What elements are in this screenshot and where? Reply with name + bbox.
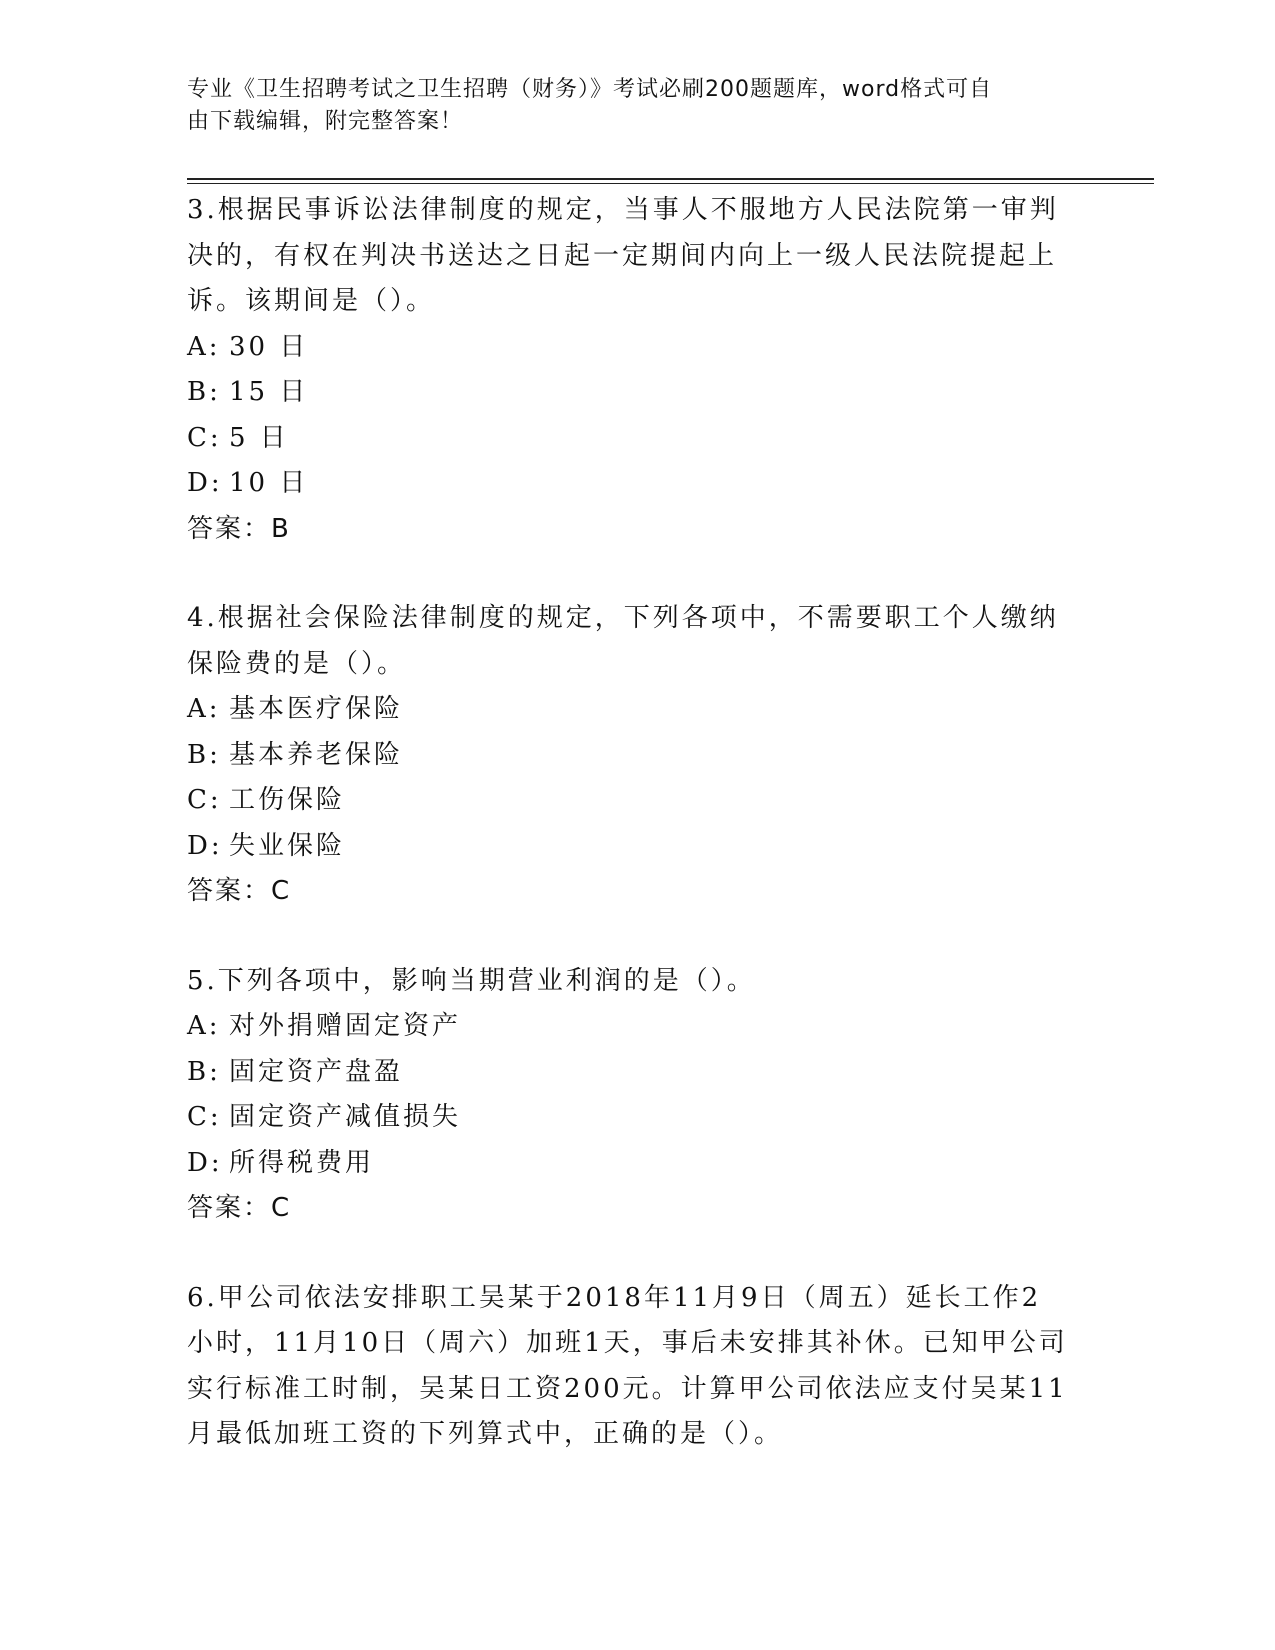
- option-text: 固定资产盘盈: [229, 1056, 404, 1087]
- option-text: 基本养老保险: [229, 739, 404, 770]
- option-text: 15 日: [229, 377, 309, 407]
- question-stem-line: 4.根据社会保险法律制度的规定，下列各项中，不需要职工个人缴纳: [187, 603, 1059, 633]
- option-letter: D:: [187, 830, 223, 861]
- question-list: [187, 188, 1087, 1502]
- option-text: 基本医疗保险: [229, 694, 404, 724]
- option-a: [187, 325, 1087, 371]
- option-c: [187, 1095, 1087, 1141]
- option-text: 工伤保险: [229, 785, 346, 815]
- option-b: [187, 733, 1087, 779]
- header-line-2: 由下载编辑，附完整答案！: [187, 109, 464, 134]
- option-letter: C:: [187, 785, 222, 815]
- option-d: [187, 1141, 1087, 1187]
- option-letter: B:: [187, 1056, 221, 1087]
- option-d: [187, 461, 1087, 507]
- option-text: 对外捐赠固定资产: [229, 1011, 462, 1041]
- option-text: 所得税费用: [229, 1147, 375, 1178]
- question-stem-line: 小时，11月10日（周六）加班1天，事后未安排其补休。已知甲公司: [187, 1328, 1068, 1358]
- option-letter: A:: [187, 1011, 221, 1041]
- option-a: [187, 1004, 1087, 1050]
- option-b: [187, 1050, 1087, 1096]
- question-stem-line: 诉。该期间是（）。: [187, 286, 436, 316]
- header-divider-thin: [187, 183, 1154, 184]
- header-line-1: 专业《卫生招聘考试之卫生招聘（财务）》考试必刷200题题库，word格式可自: [187, 77, 993, 102]
- option-d: [187, 824, 1087, 870]
- option-letter: B:: [187, 739, 221, 770]
- option-letter: C:: [187, 422, 222, 453]
- option-text: 10 日: [229, 468, 309, 498]
- question-stem-line: 保险费的是（）。: [187, 648, 407, 679]
- question-4: [187, 596, 1087, 915]
- option-letter: A:: [187, 694, 221, 724]
- question-stem-line: 3.根据民事诉讼法律制度的规定，当事人不服地方人民法院第一审判: [187, 195, 1059, 225]
- question-3: [187, 188, 1087, 552]
- option-a: [187, 687, 1087, 733]
- question-5: [187, 959, 1087, 1232]
- answer-line: 答案：B: [187, 513, 291, 544]
- option-letter: C:: [187, 1102, 222, 1132]
- option-letter: A:: [187, 331, 221, 362]
- option-letter: D:: [187, 1147, 223, 1178]
- option-text: 失业保险: [229, 830, 346, 861]
- header-divider-thick: [187, 178, 1154, 180]
- option-c: [187, 416, 1087, 462]
- question-stem-line: 6.甲公司依法安排职工吴某于2018年11月9日（周五）延长工作2: [187, 1282, 1042, 1313]
- option-text: 5 日: [229, 422, 289, 453]
- question-stem-line: 月最低加班工资的下列算式中，正确的是（）。: [187, 1419, 784, 1449]
- option-b: [187, 370, 1087, 416]
- option-text: 固定资产减值损失: [229, 1102, 462, 1132]
- question-stem-line: 实行标准工时制，吴某日工资200元。计算甲公司依法应支付吴某11: [187, 1373, 1068, 1404]
- question-6: [187, 1276, 1087, 1458]
- option-letter: B:: [187, 377, 221, 407]
- answer-line: 答案：C: [187, 1193, 292, 1223]
- question-stem-line: 决的，有权在判决书送达之日起一定期间内向上一级人民法院提起上: [187, 240, 1058, 271]
- question-stem-line: 5.下列各项中，影响当期营业利润的是（）。: [187, 965, 756, 996]
- option-c: [187, 778, 1087, 824]
- option-letter: D:: [187, 468, 223, 498]
- answer-line: 答案：C: [187, 876, 292, 906]
- option-text: 30 日: [229, 331, 309, 362]
- document-header: [187, 74, 1087, 138]
